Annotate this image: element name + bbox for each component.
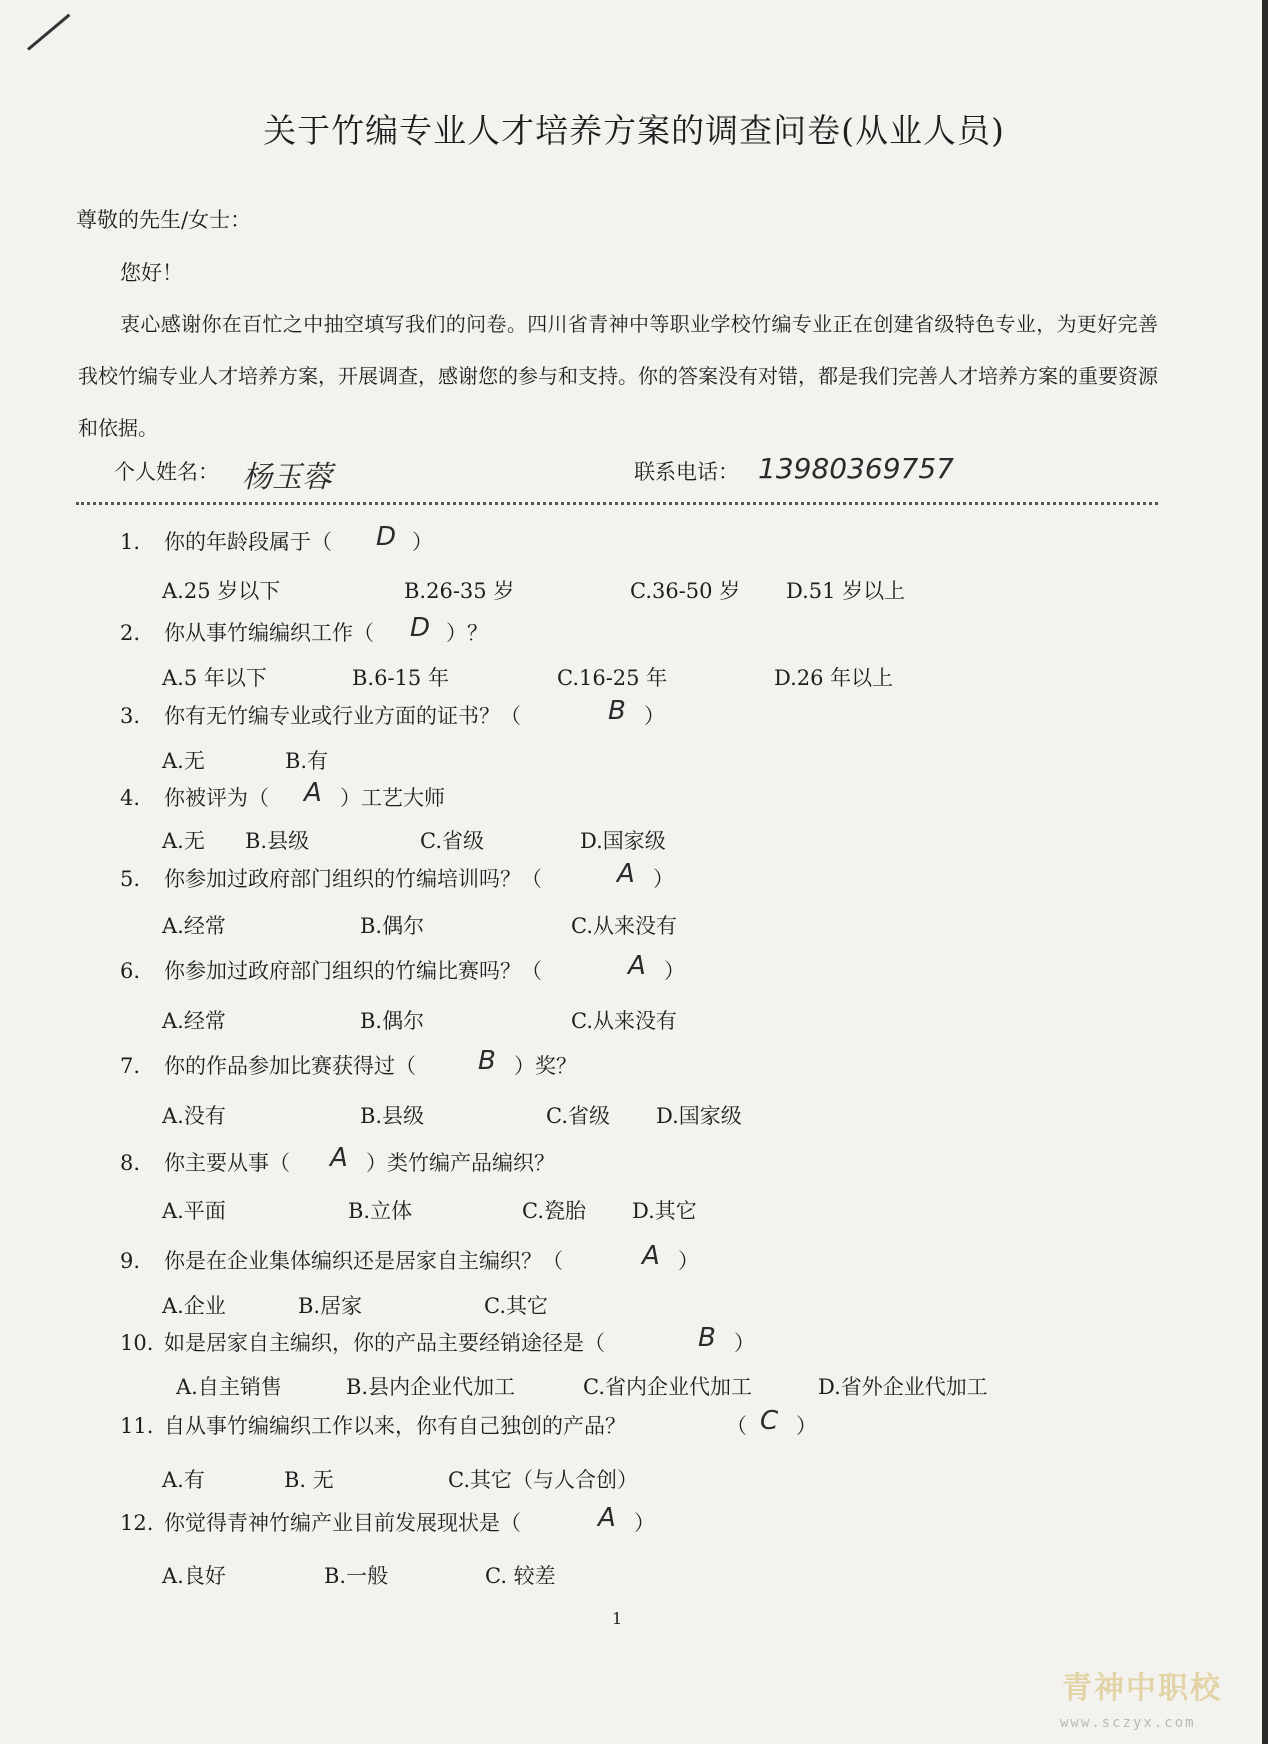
handwritten-answer: A (628, 951, 646, 981)
option-a: A.平面 (162, 1199, 226, 1223)
option-d: D.其它 (632, 1199, 697, 1223)
option-a: A.25 岁以下 (162, 579, 281, 603)
question-6 (120, 955, 542, 985)
question-text-end: ） (678, 1249, 699, 1273)
watermark-logo: 青神中职校 (1062, 1671, 1222, 1706)
option-a: A.没有 (162, 1104, 226, 1128)
question-number: 3. (120, 704, 141, 728)
option-a: A.企业 (162, 1294, 226, 1318)
handwritten-answer: C (760, 1406, 779, 1436)
handwritten-answer: A (642, 1241, 660, 1271)
name-value: 杨玉蓉 (242, 460, 332, 495)
option-b: B.偶尔 (360, 914, 425, 938)
question-text: 自从事竹编编织工作以来，你有自己独创的产品？ (164, 1414, 626, 1438)
question-text: 你有无竹编专业或行业方面的证书？（ (164, 704, 521, 728)
option-c: C.从来没有 (571, 914, 677, 938)
name-label: 个人姓名： (114, 460, 219, 484)
question-number: 6. (120, 959, 141, 983)
question-text: 你参加过政府部门组织的竹编培训吗？（ (164, 867, 542, 891)
option-c: C.16-25 年 (557, 666, 668, 690)
page-number: 1 (612, 1609, 623, 1628)
question-7 (120, 1050, 416, 1080)
question-number: 1. (120, 530, 141, 554)
option-b: B.6-15 年 (352, 666, 449, 690)
intro-text: 衷心感谢你在百忙之中抽空填写我们的问卷。四川省青神中等职业学校竹编专业正在创建省级特色专业，为更好完善我校竹编专业人才培养方案，开展调查，感谢您的参与和支持。你的答案没有对错，都是我们完善人才培养方案的重要资源和依据。 (78, 312, 1158, 440)
option-d: D.国家级 (580, 829, 666, 853)
question-text-end: ）？ (446, 621, 488, 645)
handwritten-answer: A (598, 1503, 616, 1533)
option-a: A.经常 (162, 914, 226, 938)
question-text: 你参加过政府部门组织的竹编比赛吗？（ (164, 959, 542, 983)
question-text-end: ） (796, 1414, 817, 1438)
option-d: D.国家级 (656, 1104, 742, 1128)
watermark-url: www.sczyx.com (1060, 1715, 1196, 1731)
phone-value: 13980369757 (758, 452, 954, 485)
option-d: D.省外企业代加工 (818, 1375, 988, 1399)
option-a: A.无 (162, 749, 205, 773)
separator-dotted (76, 502, 1158, 505)
option-b: B.县级 (360, 1104, 425, 1128)
option-c: C.省级 (546, 1104, 610, 1128)
option-a: A.无 (162, 829, 205, 853)
page-title: 关于竹编专业人才培养方案的调查问卷(从业人员) (263, 111, 1005, 150)
option-b: B.26-35 岁 (404, 579, 515, 603)
option-b: B.居家 (298, 1294, 363, 1318)
option-c: C.36-50 岁 (630, 579, 741, 603)
question-text-end: ） (634, 1511, 655, 1535)
option-a: A.5 年以下 (162, 666, 267, 690)
option-c: C. 较差 (485, 1564, 556, 1588)
question-text-end: ） (644, 704, 665, 728)
handwritten-answer: A (330, 1143, 348, 1173)
option-b: B.有 (285, 749, 329, 773)
pen-mark (27, 14, 70, 51)
question-text: 你的作品参加比赛获得过（ (164, 1054, 416, 1078)
question-text: 你主要从事（ (164, 1151, 290, 1175)
option-b: B. 无 (284, 1468, 334, 1492)
question-12 (120, 1507, 521, 1537)
question-number: 10. (120, 1331, 154, 1355)
question-number: 2. (120, 621, 141, 645)
intro-paragraph (78, 298, 1158, 454)
question-text-end: ）奖？ (514, 1054, 577, 1078)
option-a: A.有 (162, 1468, 205, 1492)
question-text-end: ） (412, 530, 433, 554)
question-4 (120, 782, 269, 812)
question-text: 你是在企业集体编织还是居家自主编织？（ (164, 1249, 563, 1273)
option-b: B.立体 (348, 1199, 413, 1223)
option-a: A.经常 (162, 1009, 226, 1033)
option-c: C.其它（与人合创） (448, 1468, 638, 1492)
question-paren-open: （ (726, 1414, 747, 1438)
option-a: A.自主销售 (176, 1375, 282, 1399)
question-text-end: ） (653, 867, 674, 891)
question-text: 你的年龄段属于（ (164, 530, 332, 554)
phone-label: 联系电话： (634, 460, 739, 484)
question-number: 4. (120, 786, 141, 810)
option-d: D.51 岁以上 (786, 579, 906, 603)
question-8 (120, 1147, 290, 1177)
question-number: 9. (120, 1249, 141, 1273)
question-9 (120, 1245, 563, 1275)
question-text-end: ） (734, 1331, 755, 1355)
question-2 (120, 617, 374, 647)
question-11 (120, 1410, 626, 1440)
option-a: A.良好 (162, 1564, 226, 1588)
question-number: 7. (120, 1054, 141, 1078)
question-text: 你被评为（ (164, 786, 269, 810)
handwritten-answer: B (478, 1046, 496, 1076)
salutation: 尊敬的先生/女士： (76, 208, 252, 232)
option-c: C.瓷胎 (522, 1199, 586, 1223)
option-d: D.26 年以上 (774, 666, 894, 690)
question-5 (120, 863, 542, 893)
question-1 (120, 526, 332, 556)
question-text: 如是居家自主编织，你的产品主要经销途径是（ (164, 1331, 605, 1355)
handwritten-answer: B (608, 696, 626, 726)
option-c: C.从来没有 (571, 1009, 677, 1033)
question-text-end: ） (664, 959, 685, 983)
option-c: C.省级 (420, 829, 484, 853)
handwritten-answer: A (617, 859, 635, 889)
question-3 (120, 700, 521, 730)
question-10 (120, 1327, 605, 1357)
handwritten-answer: A (304, 778, 322, 808)
question-text-end: ）工艺大师 (340, 786, 445, 810)
question-text: 你从事竹编编织工作（ (164, 621, 374, 645)
question-number: 5. (120, 867, 141, 891)
question-text-end: ）类竹编产品编织？ (366, 1151, 555, 1175)
option-b: B.县级 (245, 829, 310, 853)
question-number: 11. (120, 1414, 154, 1438)
question-text: 你觉得青神竹编产业目前发展现状是（ (164, 1511, 521, 1535)
handwritten-answer: B (698, 1323, 716, 1353)
greeting: 您好！ (120, 261, 183, 285)
scan-edge (1262, 0, 1268, 1744)
option-c: C.省内企业代加工 (583, 1375, 752, 1399)
handwritten-answer: D (410, 613, 431, 643)
question-number: 12. (120, 1511, 154, 1535)
option-c: C.其它 (484, 1294, 548, 1318)
handwritten-answer: D (376, 522, 397, 552)
option-b: B.县内企业代加工 (346, 1375, 516, 1399)
option-b: B.一般 (324, 1564, 389, 1588)
option-b: B.偶尔 (360, 1009, 425, 1033)
question-number: 8. (120, 1151, 141, 1175)
